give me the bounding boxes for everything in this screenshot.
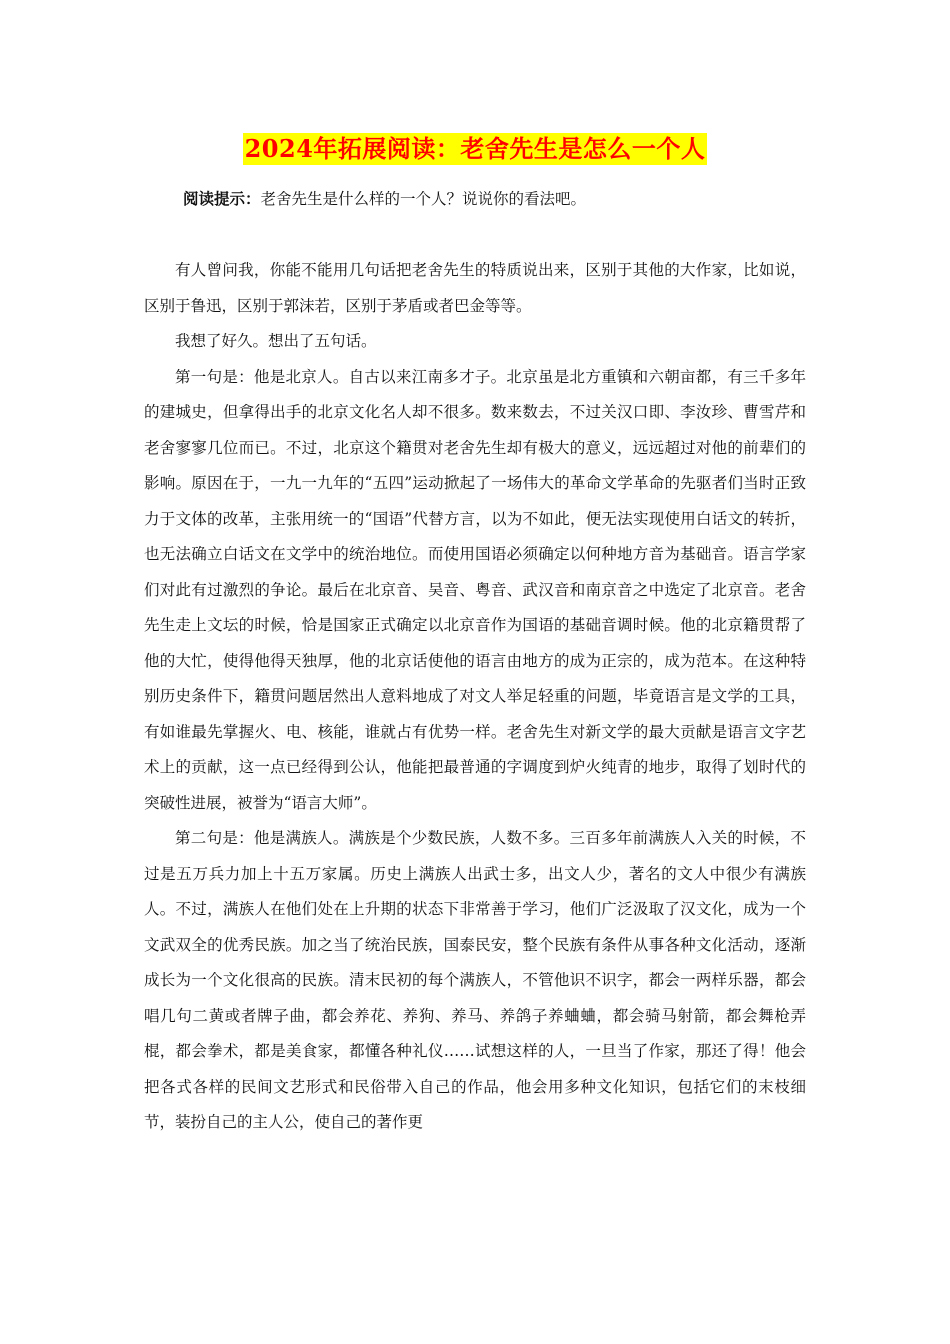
paragraph: 我想了好久。想出了五句话。 xyxy=(175,332,377,350)
title-block xyxy=(0,133,950,165)
paragraph: 有人曾问我，你能不能用几句话把老舍先生的特质说出来，区别于其他的大作家，比如说，区别于鲁迅，区别于郭沫若，区别于茅盾或者巴金等等。 xyxy=(144,261,806,315)
document-title: 2024年拓展阅读：老舍先生是怎么一个人 xyxy=(244,134,706,163)
paragraph: 第二句是：他是满族人。满族是个少数民族，人数不多。三百多年前满族人入关的时候，不过是五万兵力加上十五万家属。历史上满族人出武士多，出文人少，著名的文人中很少有满族人。不过，满族人在他们处在上升期的状态下非常善于学习，他们广泛汲取了汉文化，成为一个文武双全的优秀民族。加之当了统治民族，国泰民安，整个民族有条件从事各种文化活动，逐渐成长为一个文化很高的民族。清末民初的每个满族人，不管他识不识字，都会一两样乐器，都会唱几句二黄或者牌子曲，都会养花、养狗、养马、养鸽子养蛐蛐，都会骑马射箭，都会舞枪弄棍，都会拳术，都是美食家，都懂各种礼仪……试想这样的人，一旦当了作家，那还了得！他会把各式各样的民间文艺形式和民俗带入自己的作品，他会用多种文化知识，包括它们的末枝细节，装扮自己的主人公，使自己的著作更 xyxy=(144,829,806,1131)
reading-hint-label: 阅读提示： xyxy=(183,189,261,208)
paragraph: 第一句是：他是北京人。自古以来江南多才子。北京虽是北方重镇和六朝亩都，有三千多年的建城史，但拿得出手的北京文化名人却不很多。数来数去，不过关汉口即、李汝珍、曹雪芹和老舍寥寥几位而已。不过，北京这个籍贯对老舍先生却有极大的意义，远远超过对他的前辈们的影响。原因在于，一九一九年的“五四”运动掀起了一场伟大的革命文学革命的先驱者们当时正致力于文体的改革，主张用统一的“国语”代替方言，以为不如此，便无法实现使用白话文的转折，也无法确立白话文在文学中的统治地位。而使用国语必须确定以何种地方音为基础音。语言学家们对此有过激烈的争论。最后在北京音、吴音、粤音、武汉音和南京音之中选定了北京音。老舍先生走上文坛的时候，恰是国家正式确定以北京音作为国语的基础音调时候。他的北京籍贯帮了他的大忙，使得他得天独厚，他的北京话使他的语言由地方的成为正宗的，成为范本。在这种特别历史条件下，籍贯问题居然出人意料地成了对文人举足轻重的问题，毕竟语言是文学的工具，有如谁最先掌握火、电、核能，谁就占有优势一样。老舍先生对新文学的最大贡献是语言文字艺术上的贡献，这一点已经得到公认，他能把最普通的字调度到炉火纯青的地步，取得了划时代的突破性进展，被誉为“语言大师”。 xyxy=(144,367,806,812)
reading-hint xyxy=(183,187,586,211)
reading-hint-text: 老舍先生是什么样的一个人？说说你的看法吧。 xyxy=(260,190,587,208)
article-body xyxy=(144,253,806,1141)
